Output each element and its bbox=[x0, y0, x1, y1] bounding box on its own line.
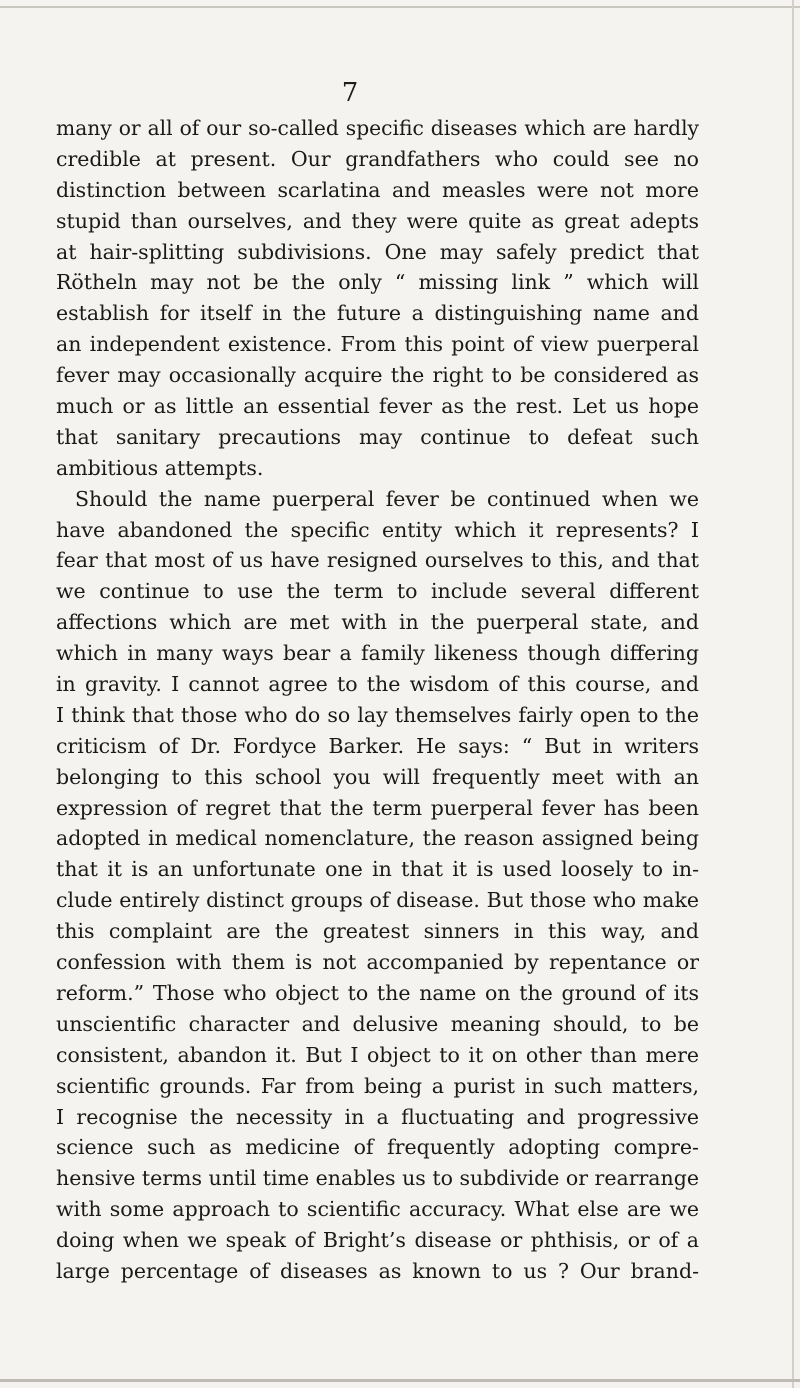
text-line: stupid than ourselves, and they were quite as great adepts bbox=[56, 208, 699, 233]
text-line: affections which are met with in the puerperal state, and bbox=[56, 610, 699, 635]
text-line: scientific grounds. Far from being a purist in such matters, bbox=[56, 1073, 699, 1098]
text-line: large percentage of diseases as known to us ? Our brand- bbox=[56, 1258, 699, 1283]
text-line: ambitious attempts. bbox=[56, 455, 264, 480]
text-line: at hair-splitting subdivisions. One may safely predict that bbox=[56, 239, 699, 264]
text-line: have abandoned the specific entity which it represents? I bbox=[56, 517, 699, 542]
text-line: establish for itself in the future a distinguishing name and bbox=[56, 301, 699, 326]
text-line: Rötheln may not be the only “ missing link ” which will bbox=[56, 270, 699, 295]
text-line: I think that those who do so lay themselves fairly open to the bbox=[56, 702, 699, 727]
text-line: distinction between scarlatina and measles were not more bbox=[56, 177, 699, 202]
text-line: fear that most of us have resigned ourselves to this, and that bbox=[56, 548, 699, 573]
text-line: hensive terms until time enables us to subdivide or rearrange bbox=[56, 1166, 699, 1191]
page-bottom-edge bbox=[0, 1379, 800, 1382]
text-line: this complaint are the greatest sinners in this way, and bbox=[56, 919, 699, 944]
text-line: criticism of Dr. Fordyce Barker. He says: “ But in writers bbox=[56, 733, 699, 758]
text-line: much or as little an essential fever as the rest. Let us hope bbox=[56, 394, 699, 419]
text-line: adopted in medical nomenclature, the reason assigned being bbox=[56, 826, 699, 851]
text-line: reform.” Those who object to the name on the ground of its bbox=[56, 980, 699, 1005]
text-line: many or all of our so-called specific diseases which are hardly bbox=[56, 116, 699, 140]
text-line: that it is an unfortunate one in that it is used loosely to in- bbox=[56, 857, 699, 882]
text-line: I recognise the necessity in a fluctuating and progressive bbox=[56, 1104, 699, 1129]
text-line: fever may occasionally acquire the right to be considered as bbox=[56, 363, 699, 388]
page-top-edge bbox=[0, 6, 800, 8]
body-text bbox=[56, 113, 699, 1287]
text-line: Should the name puerperal fever be continued when we bbox=[75, 486, 699, 511]
text-line: unscientific character and delusive meaning should, to be bbox=[56, 1011, 699, 1036]
text-line: clude entirely distinct groups of disease. But those who make bbox=[56, 888, 699, 913]
text-line: in gravity. I cannot agree to the wisdom of this course, and bbox=[56, 672, 699, 697]
page-right-edge bbox=[792, 0, 794, 1388]
text-line: confession with them is not accompanied by repentance or bbox=[56, 950, 699, 975]
text-line: belonging to this school you will frequently meet with an bbox=[56, 764, 699, 789]
text-line: consistent, abandon it. But I object to it on other than mere bbox=[56, 1042, 699, 1067]
text-line: which in many ways bear a family likeness though differing bbox=[56, 641, 699, 666]
text-line: that sanitary precautions may continue to defeat such bbox=[56, 424, 699, 449]
text-line: credible at present. Our grandfathers who could see no bbox=[56, 146, 699, 171]
text-line: we continue to use the term to include several different bbox=[56, 579, 699, 604]
text-line: with some approach to scientific accuracy. What else are we bbox=[56, 1197, 699, 1222]
text-line: science such as medicine of frequently adopting compre- bbox=[56, 1135, 699, 1160]
text-line: doing when we speak of Bright’s disease or phthisis, or of a bbox=[56, 1228, 699, 1253]
text-line: expression of regret that the term puerperal fever has been bbox=[56, 795, 699, 820]
page-number: 7 bbox=[341, 78, 359, 108]
text-line: an independent existence. From this point of view puerperal bbox=[56, 332, 699, 357]
